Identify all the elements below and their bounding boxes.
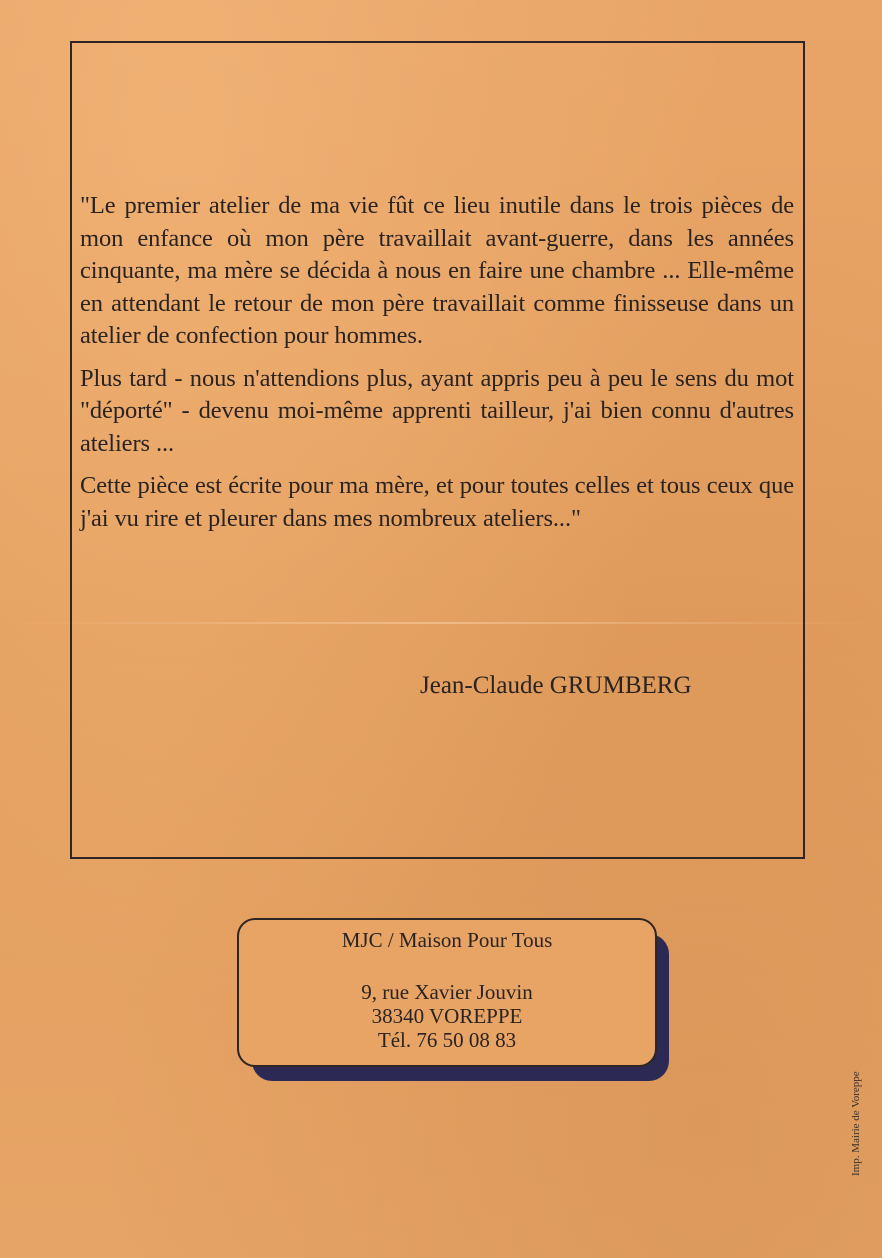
printer-credit: Imp. Mairie de Voreppe bbox=[850, 1071, 862, 1176]
contact-organization: MJC / Maison Pour Tous bbox=[341, 928, 553, 952]
contact-city: 38340 VOREPPE bbox=[371, 1004, 523, 1028]
quote-paragraph-1: "Le premier atelier de ma vie fût ce lieu inutile dans le trois pièces de mon enfance où mon père travaillait avant-guerre, dans les années cinquante, ma mère se décida à nous en faire une chambre ... Elle-même en attendant le retour de mon père travaillait comme finisseuse dans un atelier de confection pour hommes. bbox=[80, 192, 794, 349]
quote-paragraph-2: Plus tard - nous n'attendions plus, ayant appris peu à peu le sens du mot "déporté" - devenu moi-même apprenti tailleur, j'ai bien connu d'autres ateliers ... bbox=[80, 364, 794, 457]
author-signature: Jean-Claude GRUMBERG bbox=[420, 672, 692, 699]
contact-phone: Tél. 76 50 08 83 bbox=[377, 1028, 517, 1052]
quote-paragraph-3: Cette pièce est écrite pour ma mère, et pour toutes celles et tous ceux que j'ai vu rire et pleurer dans mes nombreux ateliers..." bbox=[80, 472, 794, 532]
quote-text-block bbox=[80, 190, 794, 545]
contact-box bbox=[237, 918, 657, 1067]
contact-street: 9, rue Xavier Jouvin bbox=[361, 980, 533, 1004]
